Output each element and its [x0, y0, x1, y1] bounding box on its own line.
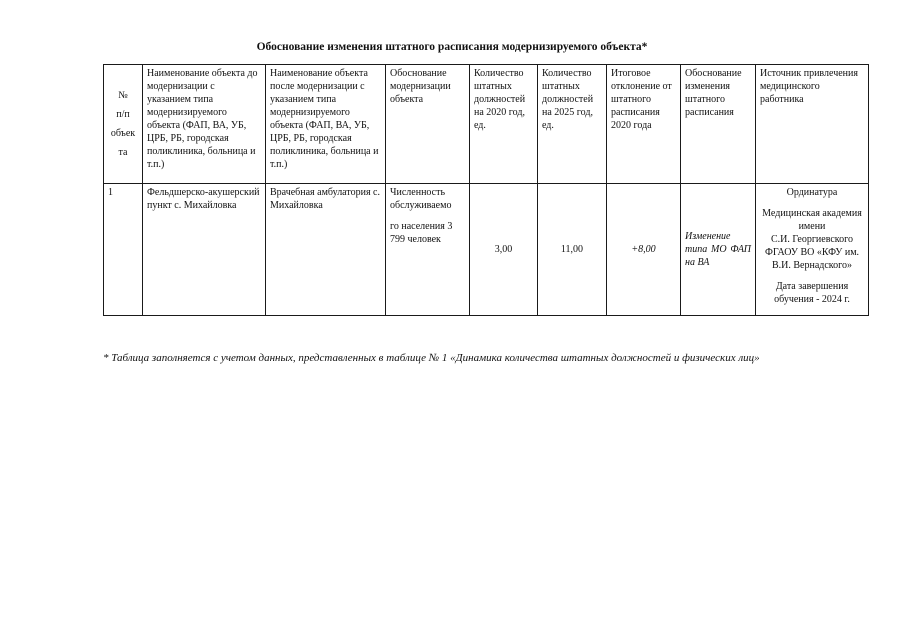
staffing-table	[103, 64, 869, 316]
header-row	[104, 65, 869, 184]
header-count-2020: Количество штатных должностей на 2020 год, ед.	[470, 65, 538, 184]
header-staff-reason: Обоснование изменения штатного расписания	[681, 65, 756, 184]
header-source: Источник привлечения медицинского работника	[756, 65, 869, 184]
header-num-line: №	[118, 90, 128, 101]
header-num-line: та	[118, 147, 128, 158]
source-line: Ординатура	[786, 187, 838, 198]
footnote: * Таблица заполняется с учетом данных, представленных в таблице № 1 «Динамика количества штатных должностей и физических лиц»	[103, 352, 760, 364]
header-before: Наименование объекта до модернизации с указанием типа модернизируемого объекта (ФАП, ВА, УБ, ЦРБ, РБ, городская поликлиника, больница и т.п.)	[143, 65, 266, 184]
source-line: Медицинская академия имени	[762, 208, 862, 232]
cell-source	[756, 184, 869, 316]
reason-line: го населения 3 799 человек	[390, 221, 453, 245]
header-num-line: п/п	[116, 109, 130, 120]
header-count-2025: Количество штатных должностей на 2025 год, ед.	[538, 65, 607, 184]
cell-count-2025: 11,00	[538, 184, 607, 316]
cell-reason	[386, 184, 470, 316]
page-title: Обоснование изменения штатного расписания модернизируемого объекта*	[256, 41, 648, 53]
source-line: Дата завершения обучения - 2024 г.	[774, 281, 850, 305]
cell-staff-reason: Изменение типа МО ФАП на ВА	[681, 184, 756, 316]
header-after: Наименование объекта после модернизации с указанием типа модернизируемого объекта (ФАП, ВА, УБ, ЦРБ, РБ, городская поликлиника, больница и т.п.)	[266, 65, 386, 184]
table-row	[104, 184, 869, 316]
cell-num: 1	[104, 184, 143, 316]
reason-line: Численность обслуживаемо	[390, 187, 452, 211]
source-line: С.И. Георгиевского ФГАОУ ВО «КФУ им. В.И. Вернадского»	[764, 234, 860, 271]
cell-before: Фельдшерско-акушерский пункт с. Михайловка	[143, 184, 266, 316]
header-num-line: объек	[110, 128, 136, 139]
header-num	[104, 65, 143, 184]
header-reason: Обоснование модернизации объекта	[386, 65, 470, 184]
cell-count-2020: 3,00	[470, 184, 538, 316]
header-deviation: Итоговое отклонение от штатного расписания 2020 года	[607, 65, 681, 184]
cell-deviation: +8,00	[607, 184, 681, 316]
cell-after: Врачебная амбулатория с. Михайловка	[266, 184, 386, 316]
